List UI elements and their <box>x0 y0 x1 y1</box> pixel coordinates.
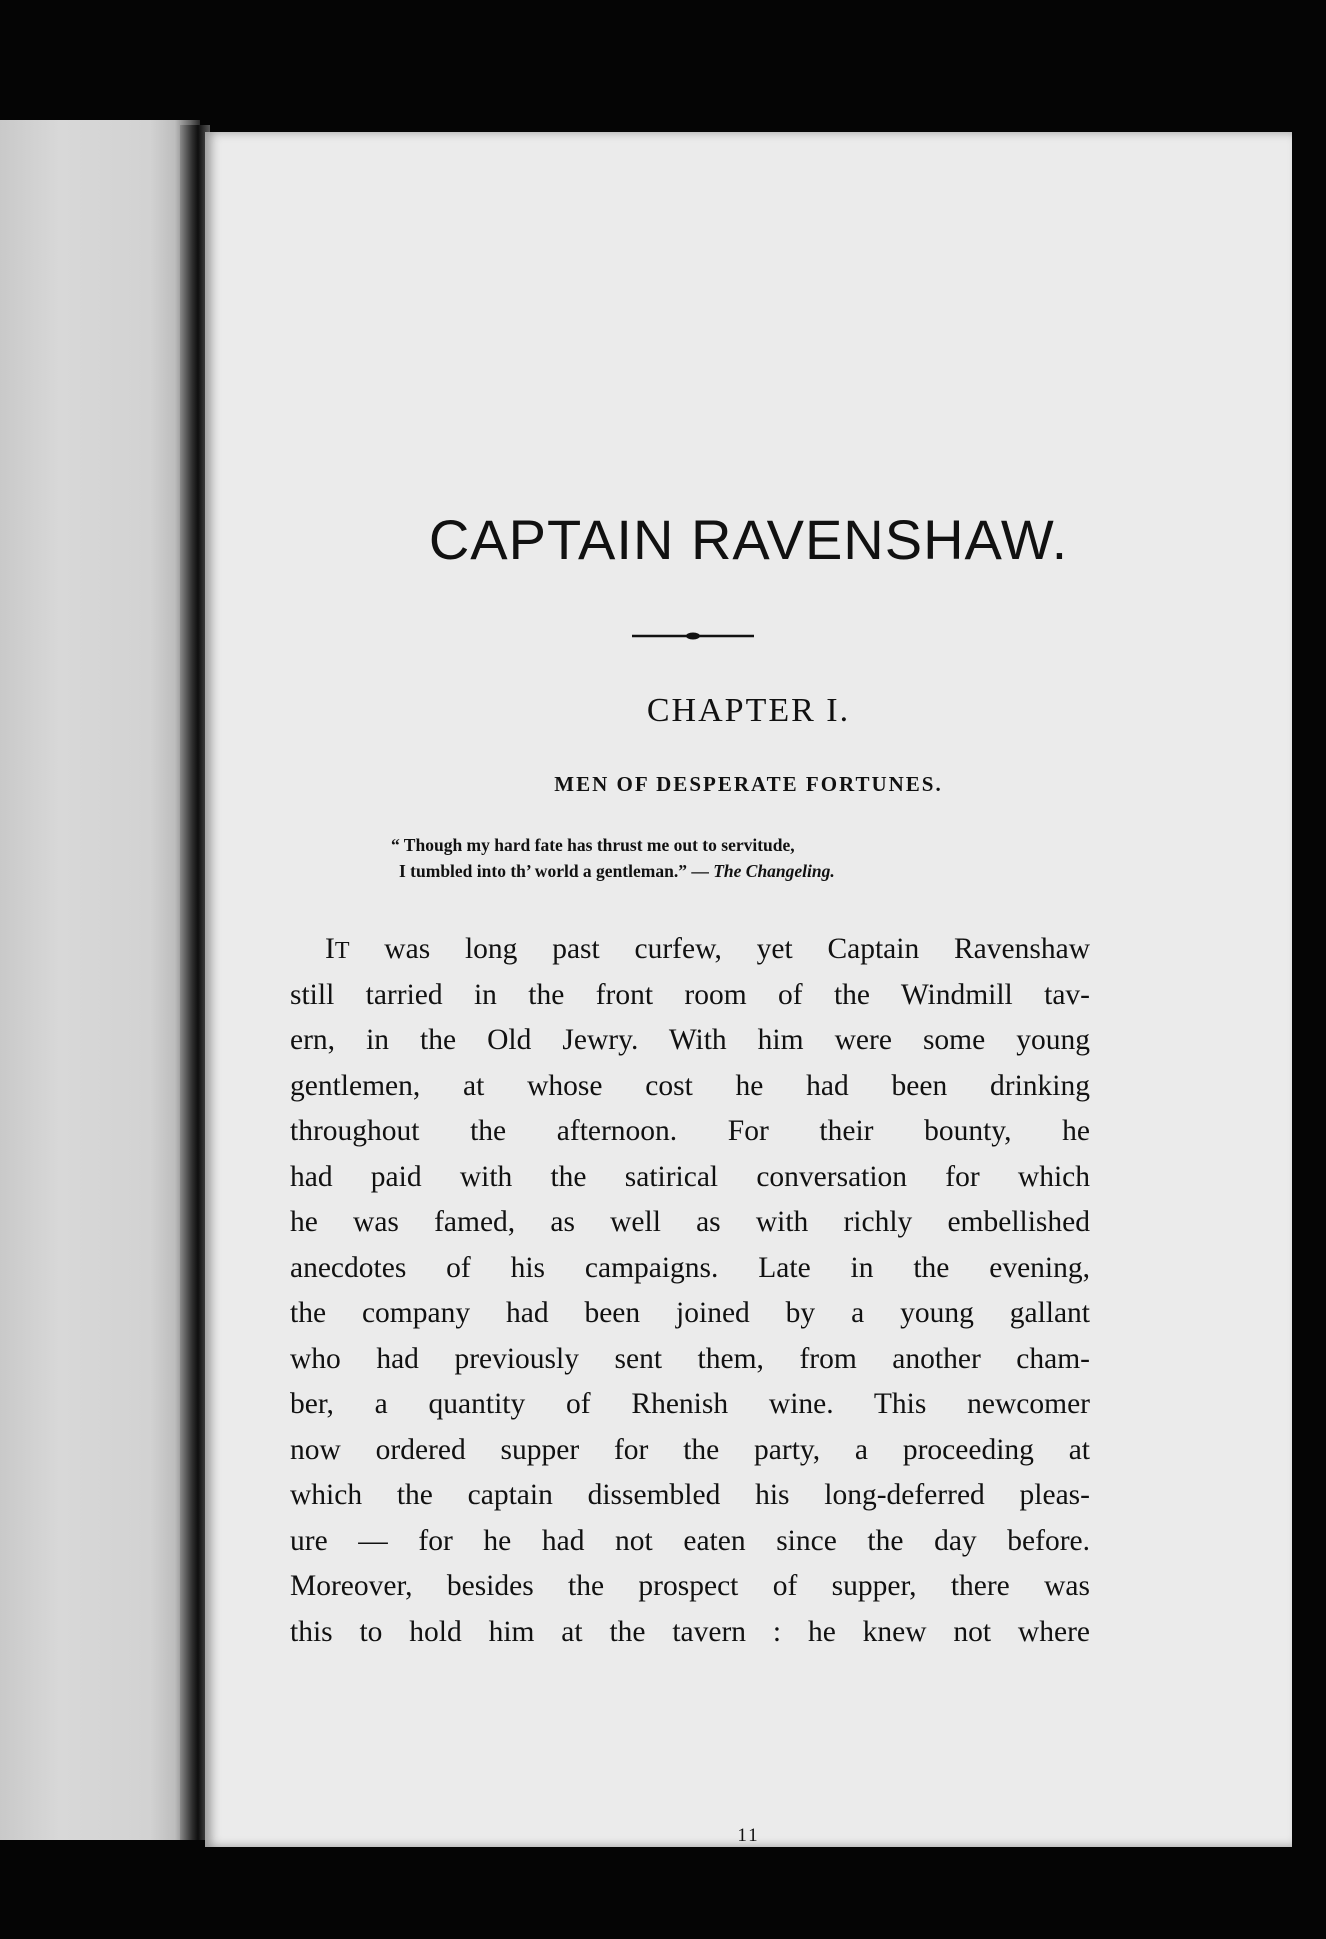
body-line: who had previously sent them, from another cham- <box>290 1342 1090 1375</box>
book-title: CAPTAIN RAVENSHAW. <box>428 508 1069 571</box>
body-line-text: was long past curfew, yet Captain Ravenshaw <box>384 933 1091 965</box>
body-line: had paid with the satirical conversation for which <box>290 1160 1090 1193</box>
page-number: 11 <box>737 1825 760 1846</box>
body-line: ern, in the Old Jewry. With him were some young <box>290 1024 1090 1056</box>
chapter-title: MEN OF DESPERATE FORTUNES. <box>554 772 943 796</box>
body-line: still tarried in the front room of the Windmill tav- <box>290 978 1090 1011</box>
facing-page <box>0 120 200 1840</box>
body-line: gentlemen, at whose cost he had been drinking <box>290 1069 1090 1102</box>
body-line: ure — for he had not eaten since the day before. <box>290 1524 1090 1557</box>
book-page <box>205 132 1292 1847</box>
body-line: this to hold him at the tavern : he knew not where <box>290 1615 1090 1648</box>
body-text <box>290 927 1090 1655</box>
epigraph <box>391 832 1011 884</box>
body-line: he was famed, as well as with richly embellished <box>290 1206 1090 1238</box>
body-line: now ordered supper for the party, a proceeding at <box>290 1433 1090 1466</box>
epigraph-line-1: “ Though my hard fate has thrust me out to servitude, <box>391 835 795 855</box>
epigraph-line-2 <box>391 858 1011 884</box>
body-line: throughout the afternoon. For their bounty, he <box>290 1115 1090 1147</box>
body-line: ber, a quantity of Rhenish wine. This newcomer <box>290 1388 1090 1420</box>
opening-word: IT <box>325 933 350 965</box>
body-line <box>290 927 1090 973</box>
chapter-number: CHAPTER I. <box>646 692 851 729</box>
epigraph-line-2-text: I tumbled into th’ world a gentleman.” — <box>399 861 714 881</box>
title-ornament <box>632 630 754 642</box>
epigraph-source: The Changeling. <box>713 861 835 881</box>
body-line: anecdotes of his campaigns. Late in the evening, <box>290 1251 1090 1284</box>
body-line: the company had been joined by a young gallant <box>290 1297 1090 1329</box>
body-line: Moreover, besides the prospect of supper, there was <box>290 1570 1090 1602</box>
body-line: which the captain dissembled his long-deferred pleas- <box>290 1479 1090 1511</box>
